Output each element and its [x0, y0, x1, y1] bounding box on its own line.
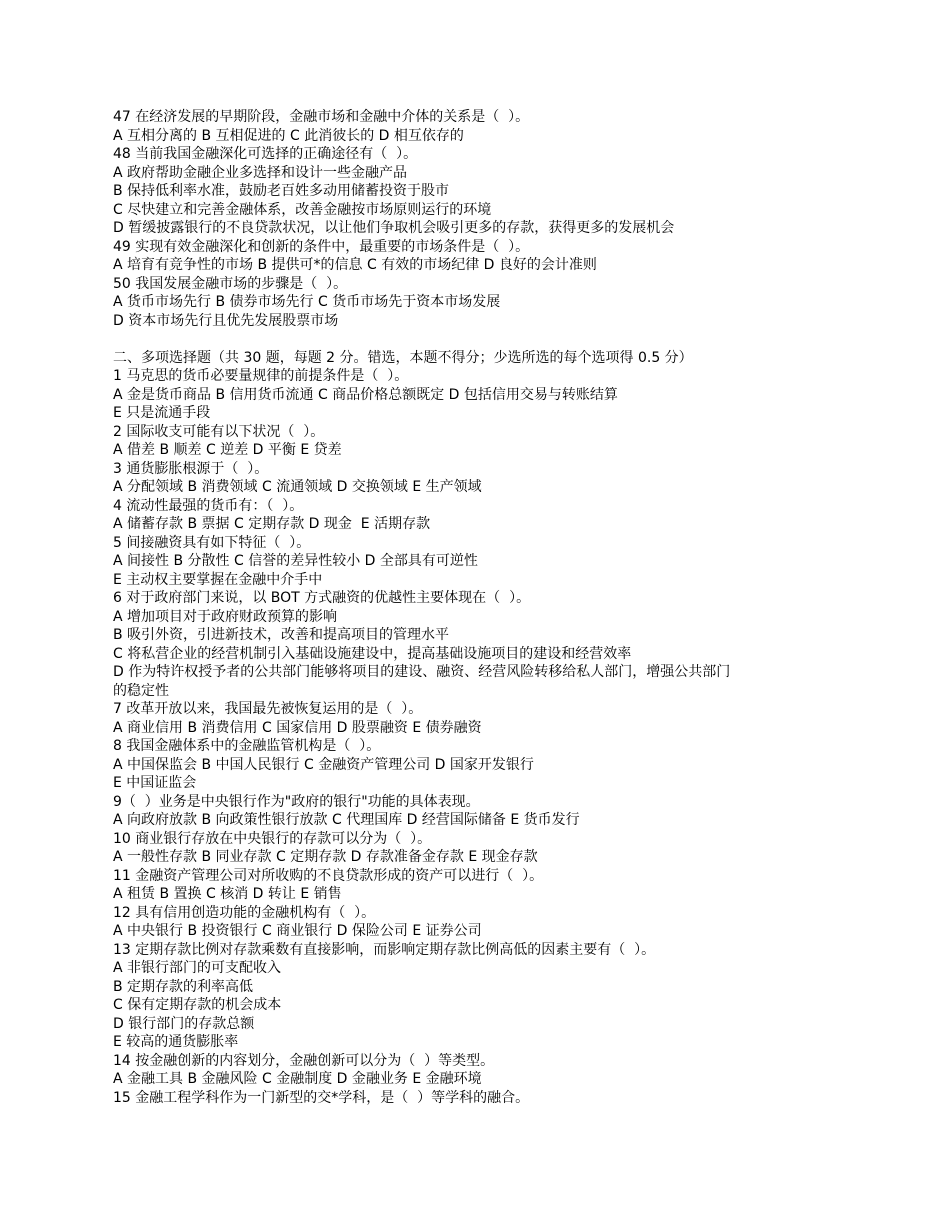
mq-5-option-e: E 主动权主要掌握在金融中介手中 [113, 571, 323, 588]
mq-12: 12 具有信用创造功能的金融机构有（ ）。 [113, 904, 376, 921]
mq-1: 1 马克思的货币必要量规律的前提条件是（ ）。 [113, 368, 409, 384]
question-48-option-a: A 政府帮助金融企业多选择和设计一些金融产品 [113, 164, 408, 181]
mq-4: 4 流动性最强的货币有：（ ）。 [113, 497, 304, 514]
mq-13-option-e: E 较高的通货膨胀率 [113, 1034, 239, 1050]
mq-12-options: A 中央银行 B 投资银行 C 商业银行 D 保险公司 E 证券公司 [113, 923, 482, 939]
mq-9: 9（ ）业务是中央银行作为"政府的银行"功能的具体表现。 [113, 793, 480, 810]
question-48: 48 当前我国金融深化可选择的正确途径有（ ）。 [113, 146, 418, 162]
mq-11-options: A 租赁 B 置换 C 核消 D 转让 E 销售 [113, 886, 342, 902]
mq-6-option-b: B 吸引外资，引进新技术，改善和提高项目的管理水平 [113, 627, 450, 643]
mq-6-option-a: A 增加项目对于政府财政预算的影响 [113, 608, 338, 625]
mq-1-option-e: E 只是流通手段 [113, 405, 211, 421]
blank-line [113, 330, 843, 349]
section-heading: 二、多项选择题（共 30 题，每题 2 分。错选，本题不得分；少选所选的每个选项得 0.5 分） [113, 349, 693, 366]
mq-6-option-d: D 作为特许权授予者的公共部门能够将项目的建设、融资、经营风险转移给私人部门，增强公共部门 [113, 664, 731, 680]
question-48-option-d: D 暂缓披露银行的不良贷款状况，以让他们争取机会吸引更多的存款，获得更多的发展机会 [113, 220, 675, 236]
mq-15: 15 金融工程学科作为一门新型的交*学科，是（ ）等学科的融合。 [113, 1089, 530, 1106]
question-48-option-b: B 保持低利率水准，鼓励老百姓多动用储蓄投资于股市 [113, 183, 450, 199]
mq-13-option-c: C 保有定期存款的机会成本 [113, 997, 282, 1013]
mq-11: 11 金融资产管理公司对所收购的不良贷款形成的资产可以进行（ ）。 [113, 867, 544, 884]
mq-14-options: A 金融工具 B 金融风险 C 金融制度 D 金融业务 E 金融环境 [113, 1071, 482, 1087]
mq-9-options: A 向政府放款 B 向政策性银行放款 C 代理国库 D 经营国际储备 E 货币发行 [113, 812, 580, 828]
mq-6-option-c: C 将私营企业的经营机制引入基础设施建设中，提高基础设施项目的建设和经营效率 [113, 645, 632, 662]
mq-4-options: A 储蓄存款 B 票据 C 定期存款 D 现金 E 活期存款 [113, 516, 431, 532]
mq-8-option-e: E 中国证监会 [113, 775, 197, 791]
mq-2: 2 国际收支可能有以下状况（ ）。 [113, 423, 325, 440]
mq-2-options: A 借差 B 顺差 C 逆差 D 平衡 E 贷差 [113, 442, 342, 458]
mq-7: 7 改革开放以来，我国最先被恢复运用的是（ ）。 [113, 701, 423, 717]
mq-6-option-d-cont: 的稳定性 [113, 682, 169, 699]
question-49: 49 实现有效金融深化和创新的条件中，最重要的市场条件是（ ）。 [113, 238, 530, 255]
mq-13: 13 定期存款比例对存款乘数有直接影响，而影响定期存款比例高低的因素主要有（ ）。 [113, 941, 656, 958]
mq-13-option-b: B 定期存款的利率高低 [113, 978, 254, 995]
mq-1-options: A 金是货币商品 B 信用货币流通 C 商品价格总额既定 D 包括信用交易与转账结算 [113, 386, 618, 403]
mq-8: 8 我国金融体系中的金融监管机构是（ ）。 [113, 738, 381, 754]
mq-14: 14 按金融创新的内容划分，金融创新可以分为（ ）等类型。 [113, 1052, 495, 1069]
mq-10: 10 商业银行存放在中央银行的存款可以分为（ ）。 [113, 830, 432, 847]
question-47-options: A 互相分离的 B 互相促进的 C 此消彼长的 D 相互依存的 [113, 127, 464, 144]
mq-3-options: A 分配领域 B 消费领域 C 流通领域 D 交换领域 E 生产领域 [113, 479, 482, 495]
mq-6: 6 对于政府部门来说，以 BOT 方式融资的优越性主要体现在（ ）。 [113, 590, 531, 606]
mq-13-option-d: D 银行部门的存款总额 [113, 1015, 255, 1032]
question-50-options: A 货币市场先行 B 债券市场先行 C 货币市场先于资本市场发展 [113, 294, 501, 310]
question-48-option-c: C 尽快建立和完善金融体系，改善金融按市场原则运行的环境 [113, 201, 492, 218]
mq-13-option-a: A 非银行部门的可支配收入 [113, 960, 282, 976]
question-49-options: A 培育有竞争性的市场 B 提供可*的信息 C 有效的市场纪律 D 良好的会计准则 [113, 257, 597, 273]
question-50-option-d: D 资本市场先行且优先发展股票市场 [113, 312, 339, 329]
mq-10-options: A 一般性存款 B 同业存款 C 定期存款 D 存款准备金存款 E 现金存款 [113, 849, 538, 865]
mq-3: 3 通货膨胀根源于（ ）。 [113, 460, 269, 477]
question-47: 47 在经济发展的早期阶段，金融市场和金融中介体的关系是（ ）。 [113, 109, 530, 125]
document-body [113, 108, 843, 1107]
mq-5: 5 间接融资具有如下特征（ ）。 [113, 534, 311, 551]
question-50: 50 我国发展金融市场的步骤是（ ）。 [113, 275, 348, 292]
mq-5-options: A 间接性 B 分散性 C 信誉的差异性较小 D 全部具有可逆性 [113, 553, 478, 569]
mq-7-options: A 商业信用 B 消费信用 C 国家信用 D 股票融资 E 债券融资 [113, 719, 482, 736]
mq-8-options: A 中国保监会 B 中国人民银行 C 金融资产管理公司 D 国家开发银行 [113, 756, 534, 773]
